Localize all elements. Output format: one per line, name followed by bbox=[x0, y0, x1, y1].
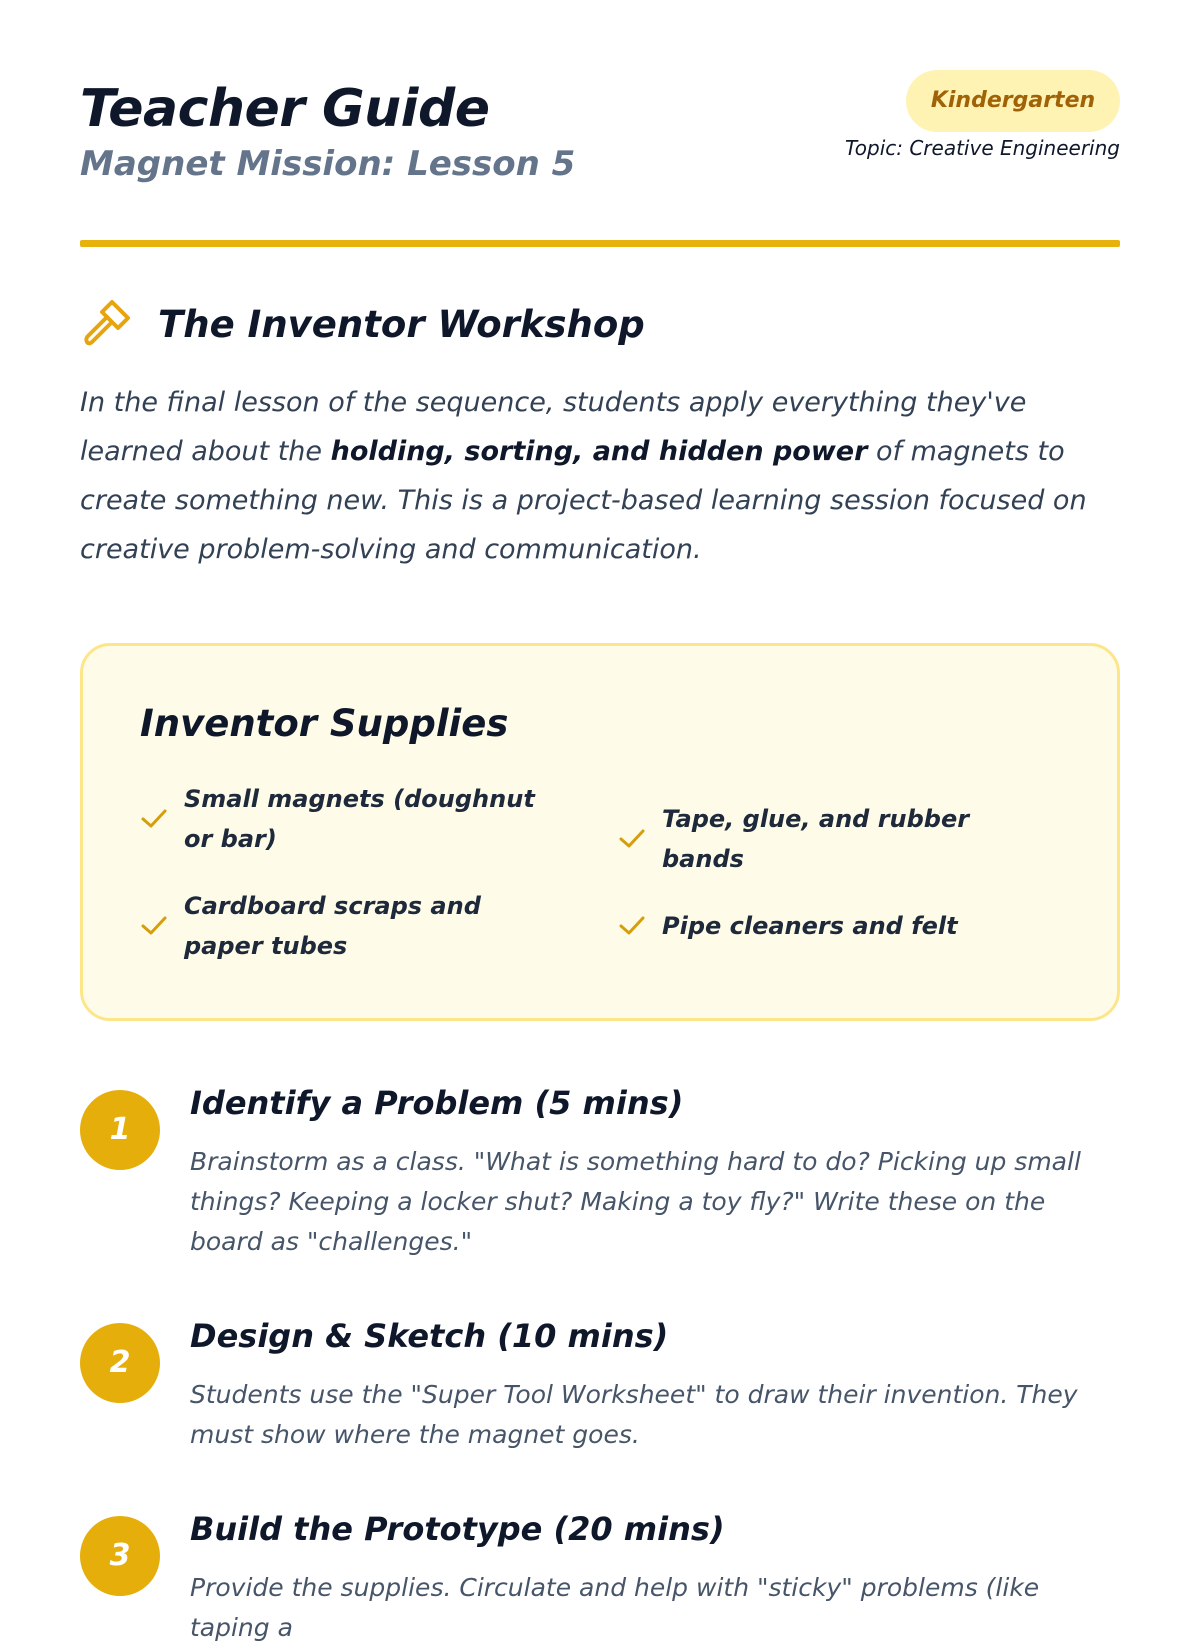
step-description: Brainstorm as a class. "What is something hard to do? Picking up small things? Keeping a locker shut? Making a toy fly?" Write these on the board as "challenges." bbox=[190, 1147, 1081, 1256]
intro-paragraph bbox=[80, 378, 1130, 574]
header-divider bbox=[80, 240, 1120, 247]
step-description: Students use the "Super Tool Worksheet" to draw their invention. They must show where the magnet goes. bbox=[190, 1380, 1078, 1449]
step-number-badge: 2 bbox=[80, 1323, 160, 1403]
header bbox=[80, 78, 1120, 186]
supply-item bbox=[140, 779, 560, 859]
supply-label: Pipe cleaners and felt bbox=[662, 912, 958, 940]
supplies-title: Inventor Supplies bbox=[140, 702, 509, 745]
check-icon bbox=[140, 808, 168, 830]
check-icon bbox=[618, 915, 646, 937]
step-title: Build the Prototype (20 mins) bbox=[190, 1510, 725, 1548]
intro-bold-text: holding, sorting, and hidden power bbox=[330, 436, 868, 467]
step-title: Identify a Problem (5 mins) bbox=[190, 1084, 684, 1122]
section-title: The Inventor Workshop bbox=[158, 302, 645, 346]
supply-label: Cardboard scraps and paper tubes bbox=[184, 892, 481, 960]
supply-item bbox=[140, 886, 560, 966]
supply-item bbox=[618, 799, 1038, 879]
check-icon bbox=[140, 915, 168, 937]
step-description: Provide the supplies. Circulate and help with "sticky" problems (like taping a bbox=[190, 1573, 1040, 1642]
supply-label: Small magnets (doughnut or bar) bbox=[184, 785, 535, 853]
step-number-badge: 3 bbox=[80, 1516, 160, 1596]
step-title: Design & Sketch (10 mins) bbox=[190, 1317, 669, 1355]
page-title: Teacher Guide bbox=[80, 79, 490, 139]
supply-label: Tape, glue, and rubber bands bbox=[662, 805, 970, 873]
section-heading bbox=[80, 298, 645, 350]
step-number-badge: 1 bbox=[80, 1090, 160, 1170]
intro-text-end: of magnets to create something new. This is a project-based learning session focused on creative problem-solving and communication. bbox=[80, 436, 1087, 565]
check-icon bbox=[618, 828, 646, 850]
supplies-box bbox=[80, 643, 1120, 1021]
grade-badge: Kindergarten bbox=[906, 70, 1120, 132]
topic-label: Topic: Creative Engineering bbox=[845, 136, 1120, 160]
hammer-icon bbox=[80, 298, 132, 350]
page-subtitle: Magnet Mission: Lesson 5 bbox=[80, 144, 576, 184]
supply-item bbox=[618, 906, 1038, 946]
intro-text-start: In the final lesson of the sequence, students apply everything they've learned about the bbox=[80, 387, 1027, 467]
